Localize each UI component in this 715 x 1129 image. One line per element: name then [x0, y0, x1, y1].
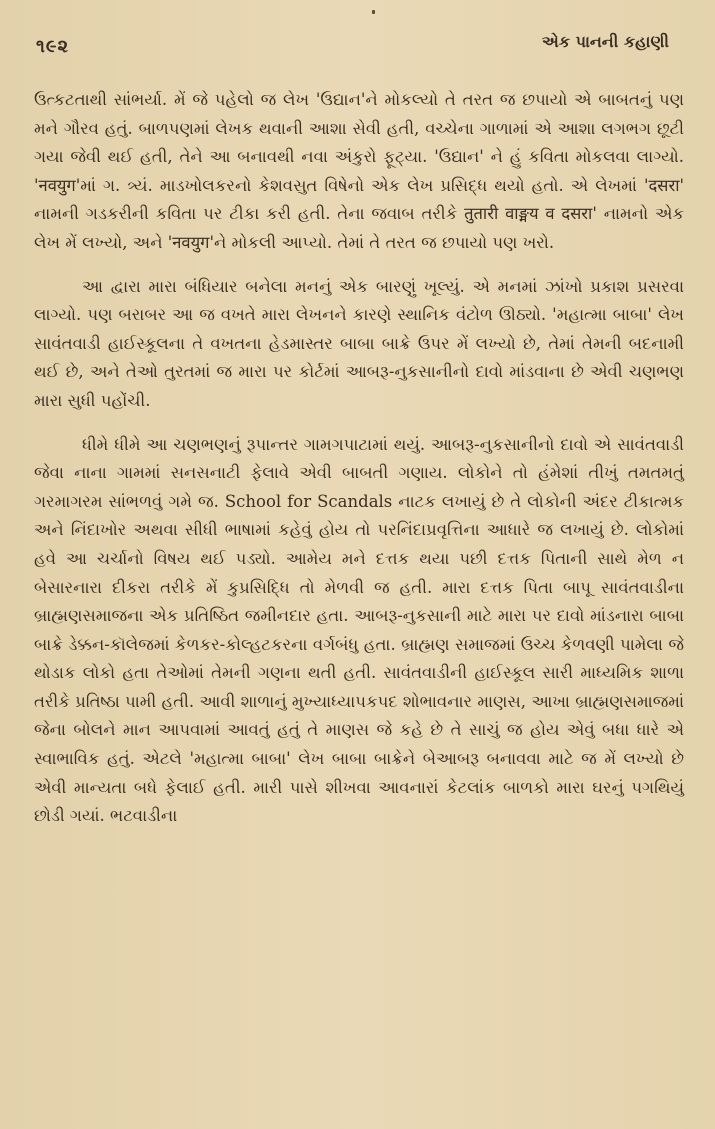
- paragraph-3: ધીમે ધીમે આ ચણભણનું રૂપાન્તર ગામગપાટામાં થયું. આબરૂ-નુકસાનીનો દાવો એ સાવંતવાડી જેવા નાના ગામમાં સનસનાટી ફેલાવે એવી બાબતી ગણાય. લોકોને તો હંમેશાં તીખું તમતમતું ગરમાગરમ સાંભળવું ગમે જ. School for Scandals નાટક લખાયું છે તે લોકોની અંદર ટીકાત્મક અને નિંદાખોર અથવા સીધી ભાષામાં કહેવું હોય તો પરનિંદાપ્રવૃત્તિના આધારે જ લખાયું છે. લોકોમાં હવે આ ચર્ચાનો વિષય થઈ પડ્યો. આમેય મને દત્તક થયા પછી દત્તક પિતાની સાથે મેળ ન બેસારનારા દીકરા તરીકે મેં કુપ્રસિદ્ધિ તો મેળવી જ હતી. મારા દત્તક પિતા બાપૂ સાવંતવાડીના બ્રાહ્મણસમાજના એક પ્રતિષ્ઠિત જમીનદાર હતા. આબરૂ-નુકસાની માટે મારા પર દાવો માંડનારા બાબા બાક્રે ડેક્કન-કૉલેજમાં કેળકર-કોલ્હટકરના વર્ગબંધુ હતા. બ્રાહ્મણ સમાજમાં ઉચ્ચ કેળવણી પામેલા જે થોડાક લોકો હતા તેઓમાં તેમની ગણના થતી હતી. સાવંતવાડીની હાઈસ્કૂલ સારી માધ્યમિક શાળા તરીકે પ્રતિષ્ઠા પામી હતી. આવી શાળાનું મુખ્યાધ્યાપકપદ શોભાવનાર માણસ, આખા બ્રાહ્મણસમાજમાં જેના બોલને માન આપવામાં આવતું હતું તે માણસ જે કહે છે તે સાચું જ હોય એવું બધા ધારે એ સ્વાભાવિક હતું. એટલે 'મહાત્મા બાબા' લેખ બાબા બાક્રેને બેઆબરૂ બનાવવા માટે જ મેં લખ્યો છે એવી માન્યતા બધે ફેલાઈ હતી. મારી પાસે શીખવા આવનારાં કેટલાંક બાળકો મારા ઘરનું પગથિયું છોડી ગયાં. ભટવાડીના: [34, 434, 684, 826]
- body-text: [34, 86, 684, 846]
- paragraph-2: આ દ્વારા મારા બંધિયાર બનેલા મનનું એક બારણું ખૂલ્યું. એ મનમાં ઝાંખો પ્રકાશ પ્રસરવા લાગ્યો. પણ બરાબર આ જ વખતે મારા લેખનને કારણે સ્થાનિક વંટોળ ઊઠ્યો. 'મહાત્મા બાબા' લેખ સાવંતવાડી હાઈસ્કૂલના તે વખતના હેડમાસ્તર બાબા બાક્રે ઉપર મેં લખ્યો છે, તેમાં તેમની બદનામી થઈ છે, અને તેઓ તુરતમાં જ મારા પર કોર્ટમાં આબરૂ-નુકસાનીનો દાવો માંડવાના છે એવી ચણભણ મારા સુધી પહોંચી.: [34, 276, 684, 410]
- running-title: એક પાનની કહાણી: [541, 32, 669, 51]
- ink-speck: [372, 10, 375, 14]
- page-number: ૧૯૨: [36, 36, 70, 57]
- paragraph-1: ઉત્કટતાથી સાંભર્યા. મેં જે પહેલો જ લેખ 'ઉદ્યાન'ને મોકલ્યો તે તરત જ છપાયો એ બાબતનું પણ મને ગૌરવ હતું. બાળપણમાં લેખક થવાની આશા સેવી હતી, વચ્ચેના ગાળામાં એ આશા લગભગ છૂટી ગયા જેવી થઈ હતી, તેને આ બનાવથી નવા અંકુરો ફૂટ્યા. 'ઉદ્યાન' ને હું કવિતા મોકલવા લાગ્યો. 'नवयुग'માં ગ. ત્ર્યં. માડખોલકરનો કેશવસુત વિષેનો એક લેખ પ્રસિદ્ધ થયો હતો. એ લેખમાં 'दसरा' નામની ગડકરીની કવિતા પર ટીકા કરી હતી. તેના જવાબ તરીકે तुतारी वाङ्मय व दसरा' નામનો એક લેખ મેં લખ્યો, અને 'नवयुग'ને મોકલી આપ્યો. તેમાં તે તરત જ છપાયો પણ ખરો.: [34, 90, 684, 252]
